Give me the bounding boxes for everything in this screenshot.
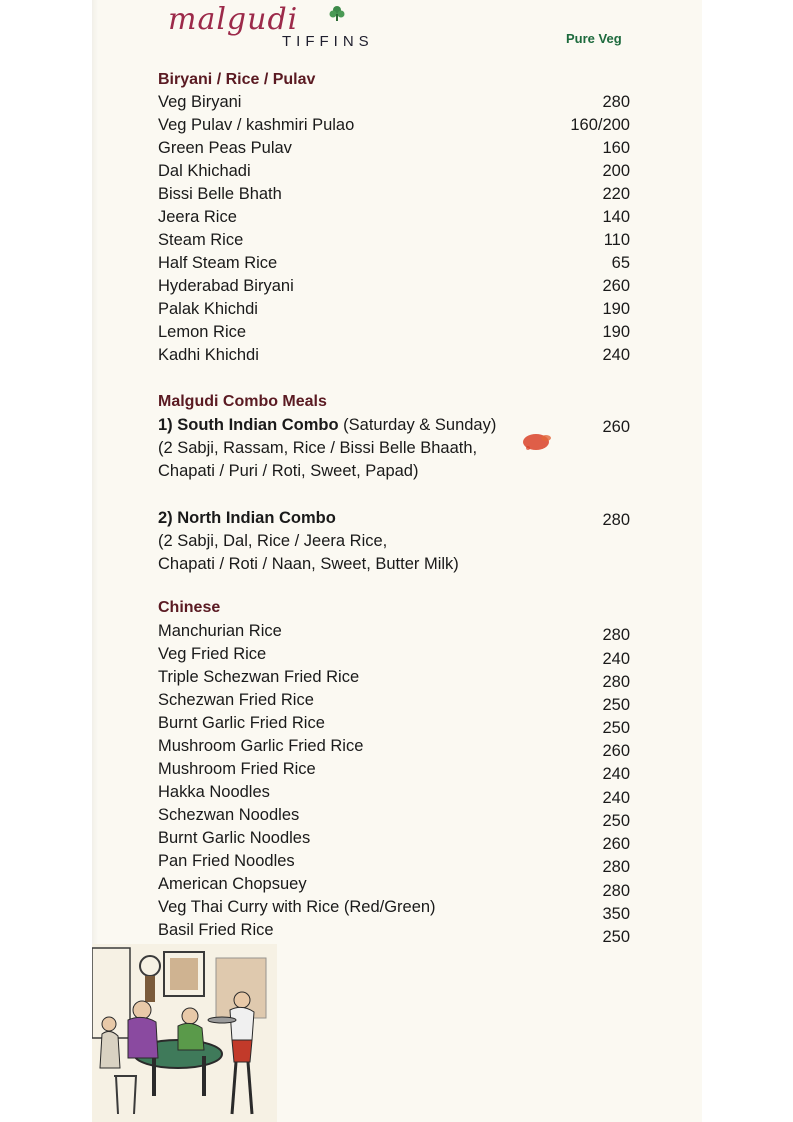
item-price: 280 [602,626,630,644]
item-name: Veg Biryani [158,93,242,111]
leaf-icon [328,4,346,22]
combo-detail: (2 Sabji, Rassam, Rice / Bissi Belle Bhaath, [158,439,478,457]
menu-item [158,714,630,736]
item-price: 250 [602,719,630,737]
item-name: Half Steam Rice [158,254,278,272]
item-price: 240 [602,650,630,668]
menu-item [158,760,630,782]
item-name: Mushroom Fried Rice [158,760,316,778]
menu-item [158,323,630,345]
combo-title-line [158,416,496,435]
item-name: Veg Thai Curry with Rice (Red/Green) [158,898,436,916]
item-name: Hyderabad Biryani [158,277,294,295]
menu-item [158,921,630,946]
item-price: 160/200 [570,116,630,134]
menu-item [158,277,630,299]
item-price: 190 [602,323,630,341]
cafe-scene-illustration [92,944,277,1122]
menu-item [158,875,630,900]
item-price: 280 [602,673,630,691]
item-price: 250 [602,812,630,830]
item-price: 240 [602,765,630,783]
item-price: 260 [602,277,630,295]
menu-item [158,737,630,759]
menu-item [158,185,630,207]
item-name: Basil Fried Rice [158,921,274,939]
item-name: Triple Schezwan Fried Rice [158,668,360,686]
item-price: 160 [602,139,630,157]
logo-tiffins: TIFFINS [282,33,374,50]
menu-item [158,93,630,115]
item-price: 240 [602,346,630,364]
menu-item [158,852,630,874]
pure-veg-label: Pure Veg [566,31,622,46]
item-name: Schezwan Fried Rice [158,691,314,709]
item-name: Hakka Noodles [158,783,270,801]
menu-item [158,622,630,644]
item-name: Green Peas Pulav [158,139,292,157]
menu-item [158,208,630,230]
menu-item [158,645,630,667]
menu-item [158,668,630,690]
item-price: 240 [602,789,630,807]
item-price: 260 [602,835,630,853]
item-name: Schezwan Noodles [158,806,300,824]
item-price: 110 [603,231,630,249]
item-name: Dal Khichadi [158,162,251,180]
item-name: Burnt Garlic Fried Rice [158,714,325,732]
logo [168,2,398,52]
menu-item [158,139,630,161]
item-name: Jeera Rice [158,208,237,226]
combo-title-line [158,509,336,528]
item-name: Veg Pulav / kashmiri Pulao [158,116,355,134]
menu-item [158,806,630,828]
logo-script: malgudi [168,2,299,37]
item-name: Veg Fried Rice [158,645,267,663]
section-title-combo: Malgudi Combo Meals [158,393,327,410]
menu-item [158,783,630,805]
menu-item [158,691,630,713]
item-name: Manchurian Rice [158,622,282,640]
item-price: 250 [602,696,630,714]
item-price: 220 [602,185,630,203]
item-name: Lemon Rice [158,323,247,341]
item-price: 140 [602,208,630,226]
item-price: 280 [602,858,630,876]
item-name: Kadhi Khichdi [158,346,259,364]
item-price: 260 [602,742,630,760]
item-price: 250 [602,928,630,946]
combo-detail: Chapati / Roti / Naan, Sweet, Butter Milk) [158,555,459,573]
item-name: Burnt Garlic Noodles [158,829,311,847]
menu-item [158,898,630,923]
menu-item [158,162,630,184]
menu-item [158,829,630,851]
section-title-biryani: Biryani / Rice / Pulav [158,71,316,88]
combo-title: 2) North Indian Combo [158,509,336,527]
item-price: 280 [602,93,630,111]
item-name: Palak Khichdi [158,300,258,318]
combo-detail: (2 Sabji, Dal, Rice / Jeera Rice, [158,532,388,550]
menu-item [158,231,630,253]
item-price: 350 [602,905,630,923]
item-name: Bissi Belle Bhath [158,185,282,203]
item-price: 190 [602,300,630,318]
item-name: Steam Rice [158,231,244,249]
item-name: Pan Fried Noodles [158,852,295,870]
combo-suffix: (Saturday & Sunday) [343,416,497,434]
combo-title: 1) South Indian Combo [158,416,339,434]
item-name: Mushroom Garlic Fried Rice [158,737,364,755]
menu-item [158,116,630,138]
menu-item [158,300,630,322]
item-name: American Chopsuey [158,875,307,893]
combo-price: 260 [602,418,630,436]
item-price: 280 [602,882,630,900]
combo-price: 280 [602,511,630,529]
item-price: 65 [611,254,630,272]
sauce-stain [520,428,556,454]
combo-detail: Chapati / Puri / Roti, Sweet, Papad) [158,462,419,480]
menu-item [158,254,630,276]
menu-item [158,346,630,368]
item-price: 200 [602,162,630,180]
section-title-chinese: Chinese [158,599,221,616]
